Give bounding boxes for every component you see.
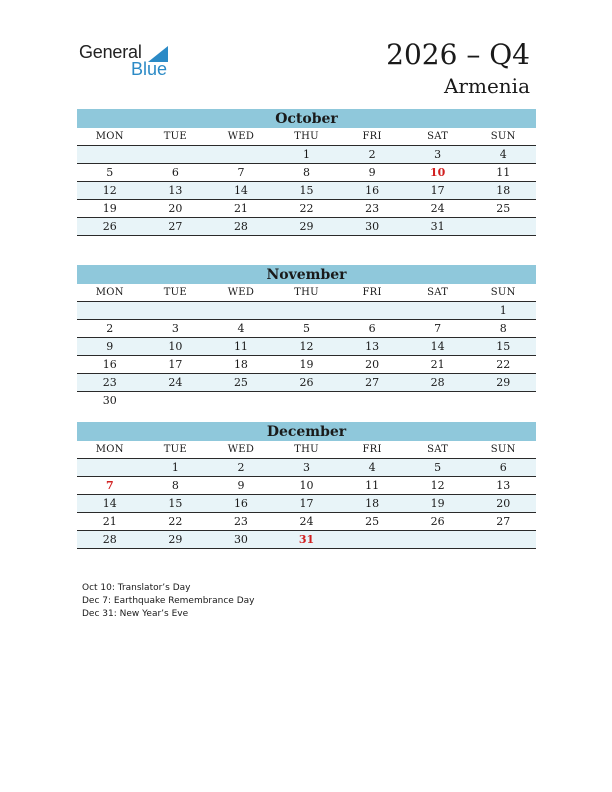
day-cell: 17 bbox=[430, 184, 445, 197]
weekday-label: WED bbox=[227, 444, 255, 455]
day-cell: 13 bbox=[365, 340, 380, 353]
day-cell: 4 bbox=[368, 461, 376, 474]
note-line: Oct 10: Translator’s Day bbox=[82, 583, 191, 593]
day-cell bbox=[274, 392, 340, 409]
day-cell: 14 bbox=[233, 184, 248, 197]
weekday-label: WED bbox=[227, 131, 255, 142]
day-cell: 15 bbox=[168, 497, 183, 510]
day-cell: 6 bbox=[368, 322, 376, 335]
page-title: 2026 – Q4 bbox=[386, 38, 530, 71]
day-cell bbox=[208, 146, 274, 163]
day-cell: 16 bbox=[233, 497, 248, 510]
day-cell: 2 bbox=[368, 148, 376, 161]
day-cell: 29 bbox=[299, 220, 314, 233]
month-november bbox=[77, 265, 536, 409]
day-cell: 27 bbox=[168, 220, 183, 233]
day-cell: 14 bbox=[102, 497, 117, 510]
day-cell: 31 bbox=[430, 220, 445, 233]
day-cell bbox=[77, 146, 143, 163]
day-cell: 21 bbox=[233, 202, 248, 215]
day-cell: 23 bbox=[233, 515, 248, 528]
day-cell: 21 bbox=[430, 358, 445, 371]
day-cell: 9 bbox=[237, 479, 245, 492]
weekday-label: FRI bbox=[362, 444, 382, 455]
logo-blue-text: Blue bbox=[131, 59, 168, 79]
day-cell: 24 bbox=[168, 376, 183, 389]
day-cell bbox=[208, 392, 274, 409]
weekday-label: THU bbox=[294, 287, 319, 298]
day-cell: 22 bbox=[299, 202, 314, 215]
day-cell bbox=[77, 302, 143, 319]
week-row bbox=[77, 374, 536, 392]
day-cell: 10 bbox=[168, 340, 183, 353]
weekday-row bbox=[77, 441, 536, 459]
day-cell: 27 bbox=[496, 515, 511, 528]
weekday-label: SAT bbox=[427, 444, 449, 455]
day-cell bbox=[470, 218, 536, 235]
day-cell: 3 bbox=[434, 148, 442, 161]
weekday-row bbox=[77, 284, 536, 302]
day-cell: 1 bbox=[303, 148, 311, 161]
week-row bbox=[77, 459, 536, 477]
day-cell: 11 bbox=[365, 479, 380, 492]
day-cell: 24 bbox=[299, 515, 314, 528]
day-cell: 6 bbox=[499, 461, 507, 474]
day-cell: 11 bbox=[233, 340, 248, 353]
day-cell: 19 bbox=[299, 358, 314, 371]
week-row bbox=[77, 392, 536, 409]
month-header: October bbox=[77, 109, 536, 128]
day-cell: 1 bbox=[499, 304, 507, 317]
day-cell bbox=[143, 302, 209, 319]
day-cell: 11 bbox=[496, 166, 511, 179]
generalblue-logo bbox=[79, 42, 168, 79]
week-row bbox=[77, 477, 536, 495]
day-cell bbox=[208, 302, 274, 319]
day-cell: 28 bbox=[233, 220, 248, 233]
week-row bbox=[77, 531, 536, 549]
day-cell: 15 bbox=[299, 184, 314, 197]
day-cell: 30 bbox=[233, 533, 248, 546]
day-cell: 17 bbox=[299, 497, 314, 510]
week-row bbox=[77, 513, 536, 531]
day-cell bbox=[339, 531, 405, 548]
day-cell: 22 bbox=[168, 515, 183, 528]
week-row bbox=[77, 338, 536, 356]
day-cell: 3 bbox=[303, 461, 311, 474]
day-cell: 30 bbox=[365, 220, 380, 233]
weekday-label: SAT bbox=[427, 131, 449, 142]
day-cell: 6 bbox=[171, 166, 179, 179]
day-cell: 7 bbox=[434, 322, 442, 335]
day-cell: 25 bbox=[496, 202, 511, 215]
week-row bbox=[77, 356, 536, 374]
day-cell bbox=[274, 302, 340, 319]
weekday-label: TUE bbox=[163, 444, 188, 455]
day-cell: 18 bbox=[365, 497, 380, 510]
day-cell: 16 bbox=[102, 358, 117, 371]
day-cell: 5 bbox=[303, 322, 311, 335]
weekday-label: MON bbox=[95, 131, 124, 142]
day-cell: 26 bbox=[299, 376, 314, 389]
weekday-label: SUN bbox=[490, 131, 516, 142]
day-cell: 8 bbox=[171, 479, 179, 492]
day-cell: 5 bbox=[434, 461, 442, 474]
month-december bbox=[77, 422, 536, 549]
month-header: November bbox=[77, 265, 536, 284]
day-cell: 2 bbox=[106, 322, 114, 335]
day-cell: 28 bbox=[102, 533, 117, 546]
day-cell: 27 bbox=[365, 376, 380, 389]
week-row bbox=[77, 182, 536, 200]
weekday-label: SAT bbox=[427, 287, 449, 298]
day-cell bbox=[77, 459, 143, 476]
day-cell: 18 bbox=[233, 358, 248, 371]
weekday-row bbox=[77, 128, 536, 146]
day-cell bbox=[143, 146, 209, 163]
day-cell: 8 bbox=[499, 322, 507, 335]
day-cell: 12 bbox=[102, 184, 117, 197]
day-cell: 13 bbox=[168, 184, 183, 197]
day-cell: 19 bbox=[102, 202, 117, 215]
note-line: Dec 31: New Year’s Eve bbox=[82, 609, 189, 619]
day-cell: 29 bbox=[496, 376, 511, 389]
weekday-label: WED bbox=[227, 287, 255, 298]
day-cell: 13 bbox=[496, 479, 511, 492]
week-row bbox=[77, 146, 536, 164]
day-cell: 12 bbox=[430, 479, 445, 492]
weekday-label: TUE bbox=[163, 131, 188, 142]
day-cell: 19 bbox=[430, 497, 445, 510]
weekday-label: MON bbox=[95, 287, 124, 298]
week-row bbox=[77, 495, 536, 513]
day-cell: 26 bbox=[430, 515, 445, 528]
day-cell: 14 bbox=[430, 340, 445, 353]
weekday-label: SUN bbox=[490, 287, 516, 298]
day-cell bbox=[405, 531, 471, 548]
day-cell bbox=[339, 392, 405, 409]
day-cell: 30 bbox=[102, 394, 117, 407]
day-cell: 26 bbox=[102, 220, 117, 233]
weekday-label: FRI bbox=[362, 131, 382, 142]
week-row bbox=[77, 302, 536, 320]
month-header: December bbox=[77, 422, 536, 441]
day-cell: 15 bbox=[496, 340, 511, 353]
day-cell: 10 bbox=[299, 479, 314, 492]
day-cell: 10 bbox=[430, 166, 446, 179]
weekday-label: THU bbox=[294, 444, 319, 455]
day-cell bbox=[470, 392, 536, 409]
day-cell: 24 bbox=[430, 202, 445, 215]
day-cell: 25 bbox=[233, 376, 248, 389]
day-cell: 17 bbox=[168, 358, 183, 371]
day-cell: 7 bbox=[105, 479, 114, 492]
day-cell: 16 bbox=[365, 184, 380, 197]
day-cell: 23 bbox=[102, 376, 117, 389]
weekday-label: SUN bbox=[490, 444, 516, 455]
weekday-label: MON bbox=[95, 444, 124, 455]
day-cell: 1 bbox=[171, 461, 179, 474]
day-cell: 20 bbox=[496, 497, 511, 510]
day-cell: 4 bbox=[237, 322, 245, 335]
weekday-label: TUE bbox=[163, 287, 188, 298]
day-cell: 9 bbox=[368, 166, 376, 179]
day-cell bbox=[405, 302, 471, 319]
month-october bbox=[77, 109, 536, 236]
day-cell: 22 bbox=[496, 358, 511, 371]
day-cell: 29 bbox=[168, 533, 183, 546]
day-cell: 28 bbox=[430, 376, 445, 389]
day-cell: 8 bbox=[303, 166, 311, 179]
week-row bbox=[77, 320, 536, 338]
day-cell: 23 bbox=[365, 202, 380, 215]
day-cell: 21 bbox=[102, 515, 117, 528]
day-cell bbox=[405, 392, 471, 409]
day-cell: 9 bbox=[106, 340, 114, 353]
weekday-label: THU bbox=[294, 131, 319, 142]
day-cell bbox=[143, 392, 209, 409]
note-line: Dec 7: Earthquake Remembrance Day bbox=[82, 596, 255, 606]
day-cell: 3 bbox=[171, 322, 179, 335]
week-row bbox=[77, 218, 536, 236]
day-cell: 25 bbox=[365, 515, 380, 528]
logo-general-text: General bbox=[79, 42, 142, 62]
day-cell: 2 bbox=[237, 461, 245, 474]
weekday-label: FRI bbox=[362, 287, 382, 298]
week-row bbox=[77, 164, 536, 182]
day-cell: 12 bbox=[299, 340, 314, 353]
week-row bbox=[77, 200, 536, 218]
day-cell: 18 bbox=[496, 184, 511, 197]
day-cell bbox=[470, 531, 536, 548]
country-name: Armenia bbox=[443, 74, 530, 98]
day-cell: 5 bbox=[106, 166, 114, 179]
holiday-notes bbox=[82, 582, 254, 621]
day-cell bbox=[339, 302, 405, 319]
day-cell: 20 bbox=[365, 358, 380, 371]
day-cell: 20 bbox=[168, 202, 183, 215]
day-cell: 31 bbox=[298, 533, 315, 546]
day-cell: 4 bbox=[499, 148, 507, 161]
day-cell: 7 bbox=[237, 166, 245, 179]
